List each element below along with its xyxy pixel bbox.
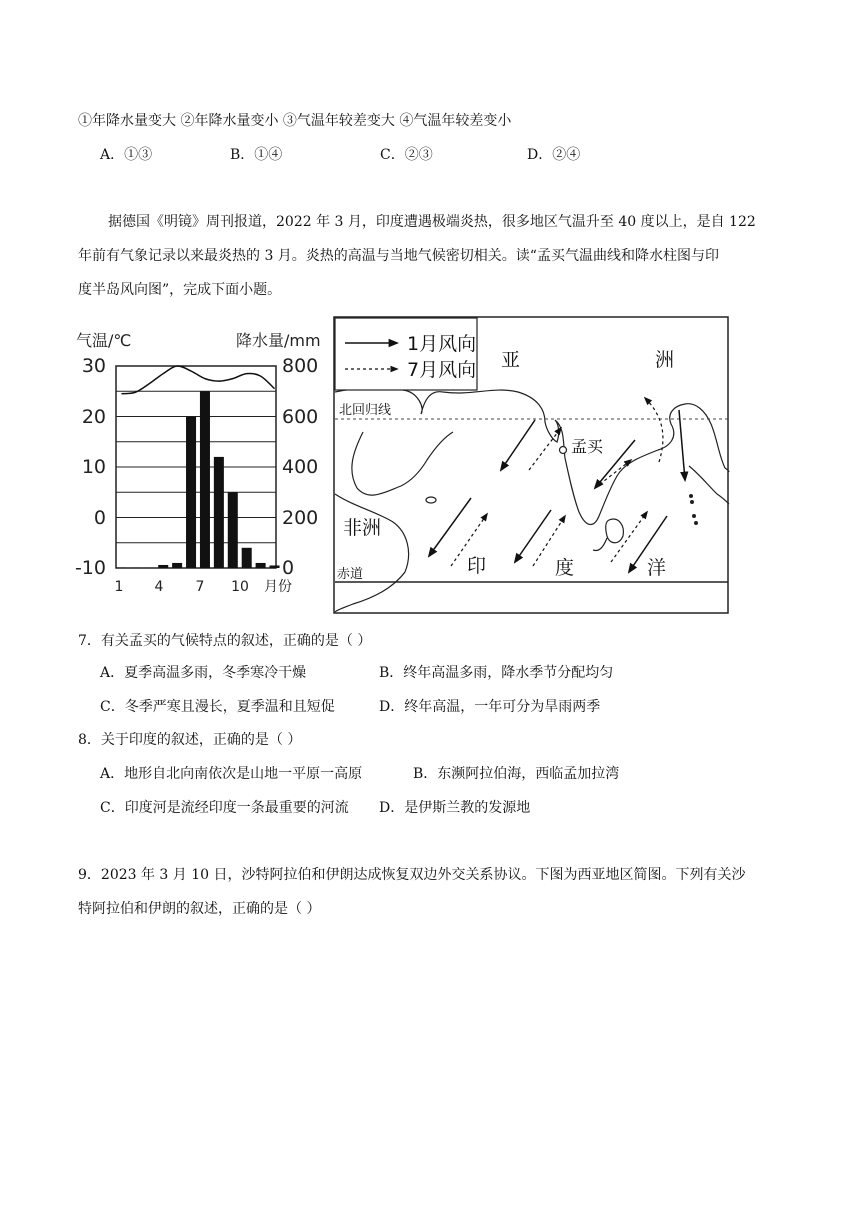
mumbai-label: 孟买 <box>571 437 604 456</box>
ocean-label-du: 度 <box>555 557 575 579</box>
q7-stem: 7．有关孟买的气候特点的叙述，正确的是（ ） <box>78 633 372 649</box>
precip-tick: 800 <box>282 355 319 377</box>
q6-stem: ①年降水量变大 ②年降水量变小 ③气温年较差变大 ④气温年较差变小 <box>78 113 512 129</box>
precip-bar <box>214 457 224 568</box>
month-tick: 1 <box>114 579 124 595</box>
precip-bar <box>270 565 280 568</box>
q6-option-c: C．②③ <box>380 147 433 163</box>
precip-bars <box>116 391 279 568</box>
q8-option-a: A．地形自北向南依次是山地一平原一高原 <box>100 766 363 782</box>
ocean-label-yang: 洋 <box>647 557 667 579</box>
precip-axis-label: 降水量/mm <box>236 331 321 350</box>
precip-bar <box>242 548 252 568</box>
month-tick: 4 <box>154 579 164 595</box>
precip-bar <box>186 417 196 569</box>
temp-tick: 30 <box>81 355 106 377</box>
precip-bar <box>200 391 210 568</box>
q8-stem: 8．关于印度的叙述，正确的是（ ） <box>78 732 302 748</box>
precip-tick: 200 <box>282 507 319 529</box>
map-label-ya: 亚 <box>501 349 521 371</box>
precip-bar <box>256 563 266 568</box>
temp-tick: 0 <box>93 507 106 529</box>
q6-option-d: D．②④ <box>527 147 581 163</box>
q7-option-a: A．夏季高温多雨，冬季寒冷干燥 <box>100 665 307 681</box>
passage-line-2: 年前有气象记录以来最炎热的 3 月。炎热的高温与当地气候密切相关。读“孟买气温曲线和降水柱图与印 <box>78 248 719 264</box>
precip-tick: 400 <box>282 456 319 478</box>
q8-option-d: D．是伊斯兰教的发源地 <box>379 800 531 816</box>
temp-axis-label: 气温/℃ <box>76 331 132 350</box>
q7-option-c: C．冬季严寒且漫长，夏季温和且短促 <box>100 699 335 715</box>
q9-line-2: 特阿拉伯和伊朗的叙述，正确的是（ ） <box>78 901 321 917</box>
ocean-label-yin: 印 <box>467 555 487 577</box>
precip-tick: 600 <box>282 406 319 428</box>
month-tick-labels <box>115 579 249 595</box>
equator-label: 赤道 <box>337 567 364 582</box>
precip-bar <box>116 567 126 568</box>
precip-bar <box>158 565 168 568</box>
wind-map <box>333 316 730 616</box>
month-tick: 7 <box>195 579 205 595</box>
mumbai-dot <box>560 447 567 454</box>
q6-option-a: A．①③ <box>100 147 153 163</box>
q7-option-b: B．终年高温多雨，降水季节分配均匀 <box>379 665 614 681</box>
temp-tick: -10 <box>74 557 106 579</box>
legend-jul-label: 7月风向 <box>407 359 477 381</box>
temp-tick-labels <box>75 355 106 579</box>
temp-tick: 20 <box>81 406 106 428</box>
month-tick: 10 <box>231 579 249 595</box>
q7-option-d: D．终年高温，一年可分为旱雨两季 <box>379 699 601 715</box>
climate-chart <box>70 322 332 600</box>
tropic-label: 北回归线 <box>339 403 392 418</box>
precip-bar <box>172 563 182 568</box>
africa-label: 非洲 <box>343 517 382 539</box>
month-unit-label: 月份 <box>264 579 292 595</box>
passage-line-1: 据德国《明镜》周刊报道，2022 年 3 月，印度遭遇极端炎热，很多地区气温升至 40 度以上，是自 122 <box>108 214 756 230</box>
q8-option-c: C．印度河是流经印度一条最重要的河流 <box>100 800 349 816</box>
q6-option-b: B．①④ <box>230 147 283 163</box>
precip-tick-labels <box>282 355 318 579</box>
legend-jan-label: 1月风向 <box>407 333 477 355</box>
passage-line-3: 度半岛风向图”，完成下面小题。 <box>78 282 282 298</box>
map-label-zhou: 洲 <box>655 349 675 371</box>
precip-tick: 0 <box>282 557 295 579</box>
q8-option-b: B．东濒阿拉伯海，西临孟加拉湾 <box>413 766 620 782</box>
q9-line-1: 9．2023 年 3 月 10 日，沙特阿拉伯和伊朗达成恢复双边外交关系协议。下图为西亚地区简图。下列有关沙 <box>78 867 746 883</box>
precip-bar <box>228 492 238 568</box>
temp-line <box>121 366 274 394</box>
temp-tick: 10 <box>81 456 106 478</box>
